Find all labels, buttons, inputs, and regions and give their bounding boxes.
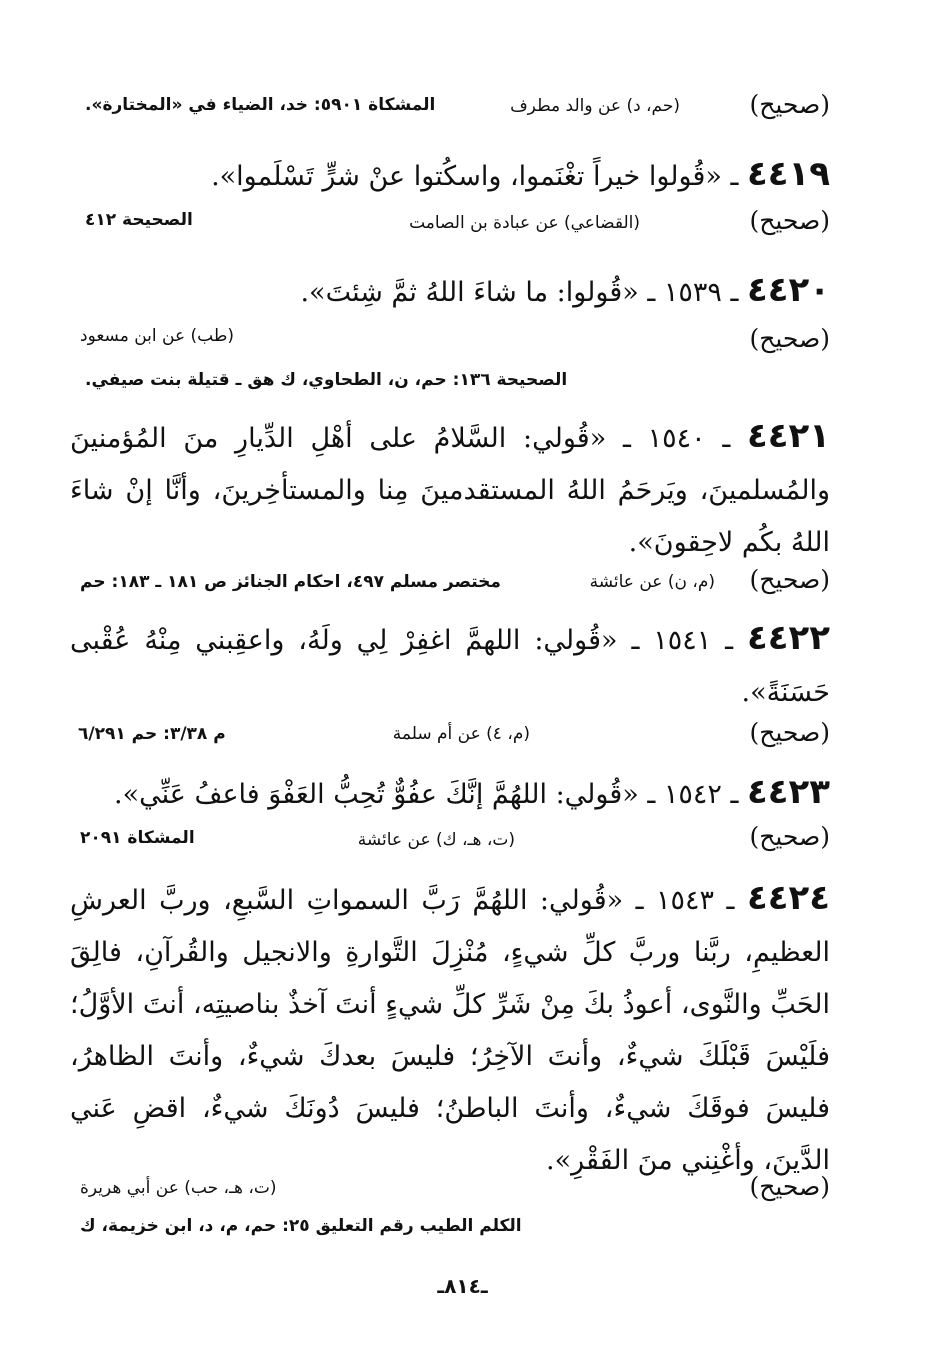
hadith-text: «قُولي: السَّلامُ على أهْلِ الدِّيارِ منَ المُؤمنينَ والمُسلمينَ، ويَرحَمُ اللهُ المستقدمينَ مِنا والمستأخِرينَ، وأنَّا إنْ شاءَ اللهُ بكُم لاحِقونَ». <box>70 423 830 558</box>
hadith-cross-number: ١٥٤٠ ـ <box>622 423 706 454</box>
hadith-text: «قُولوا خيراً تغْنَموا، واسكُتوا عنْ شرٍّ تَسْلَموا». <box>211 161 722 192</box>
hadith-number: ٤٤٢٢ <box>746 618 830 658</box>
source-text: (م، ٤) عن أم سلمة <box>392 724 530 744</box>
hadith-number: ٤٤٢٠ <box>746 270 830 310</box>
reference-text: الصحيحة ١٣٦: حم، ن، الطحاوي، ك هق ـ قتيلة بنت صيفي. <box>85 370 568 390</box>
grade-label: (صحيح) <box>749 718 830 747</box>
hadith-cross-number: ١٥٣٩ ـ <box>647 277 722 308</box>
hadith-number: ٤٤٢٤ <box>746 878 830 918</box>
grade-label: (صحيح) <box>749 1172 830 1201</box>
reference-text: الكلم الطيب رقم التعليق ٢٥: حم، م، د، ابن خزيمة، ك <box>80 1216 522 1236</box>
grade-label: (صحيح) <box>749 324 830 353</box>
hadith-text: «قُولي: اللهُمَّ إنَّكَ عفُوٌّ تُحِبُّ العَفْوَ فاعفُ عَنِّي». <box>114 779 639 810</box>
source-text: (ت، هـ، حب) عن أبي هريرة <box>80 1178 277 1198</box>
grade-label: (صحيح) <box>749 822 830 851</box>
hadith-entry: ٤٤٢٤ ـ ١٥٤٣ ـ «قُولي: اللهُمَّ رَبَّ السمواتِ السَّبعِ، وربَّ العرشِ العظيمِ، ربَّنا وربَّ كلِّ شيءٍ، مُنْزِلَ التَّوارةِ والانجيل والقُرآنِ، فالِقَ الحَبِّ والنَّوى، أعوذُ بكَ مِنْ شَرِّ كلِّ شيءٍ أنتَ آخذٌ بناصيتِه، أنتَ الأوَّلُ؛ فلَيْسَ قَبْلَكَ شيءٌ، وأنتَ الآخِرُ؛ فليسَ بعدكَ شيءٌ، وأنتَ الظاهرُ، فليسَ فوقَكَ شيءٌ، وأنتَ الباطنُ؛ فليسَ دُونَكَ شيءٌ، اقضِ عَني الدَّينَ، وأغْنِني منَ الفَقْرِ». <box>70 878 830 1176</box>
source-text: (حم، د) عن والد مطرف <box>510 96 680 116</box>
source-text: (م، ن) عن عائشة <box>589 572 715 592</box>
reference-text: المشكاة ٢٠٩١ <box>80 828 195 848</box>
hadith-entry: ٤٤٢٢ ـ ١٥٤١ ـ «قُولي: اللهمَّ اغفِرْ لِي ولَهُ، واعقِبني مِنْهُ عُقْبى حَسَنَةً». <box>70 618 830 708</box>
hadith-text: «قُولي: اللهُمَّ رَبَّ السمواتِ السَّبعِ، وربَّ العرشِ العظيمِ، ربَّنا وربَّ كلِّ شيءٍ، مُنْزِلَ التَّوارةِ والانجيل والقُرآنِ، فالِقَ الحَبِّ والنَّوى، أعوذُ بكَ مِنْ شَرِّ كلِّ شيءٍ أنتَ آخذٌ بناصيتِه، أنتَ الأوَّلُ؛ فلَيْسَ قَبْلَكَ شيءٌ، وأنتَ الآخِرُ؛ فليسَ بعدكَ شيءٌ، وأنتَ الظاهرُ، فليسَ فوقَكَ شيءٌ، وأنتَ الباطنُ؛ فليسَ دُونَكَ شيءٌ، اقضِ عَني الدَّينَ، وأغْنِني منَ الفَقْرِ». <box>70 885 830 1176</box>
reference-text: الصحيحة ٤١٢ <box>85 210 193 230</box>
hadith-cross-number: ١٥٤١ ـ <box>631 625 712 656</box>
source-text: (القضاعي) عن عبادة بن الصامت <box>409 213 640 233</box>
reference-text: مختصر مسلم ٤٩٧، احكام الجنائز ص ١٨١ ـ ١٨٣: حم <box>80 572 501 592</box>
grade-label: (صحيح) <box>749 206 830 235</box>
reference-text: م ٣/٣٨: حم ٦/٢٩١ <box>78 724 226 744</box>
page-number: ـ٨١٤ـ <box>437 1274 488 1298</box>
hadith-entry: ٤٤٢٠ ـ ١٥٣٩ ـ «قُولوا: ما شاءَ اللهُ ثمَّ شِئتَ». <box>300 270 830 310</box>
source-text: (ت، هـ، ك) عن عائشة <box>357 830 515 850</box>
hadith-entry: ٤٤٢٣ ـ ١٥٤٢ ـ «قُولي: اللهُمَّ إنَّكَ عفُوٌّ تُحِبُّ العَفْوَ فاعفُ عَنِّي». <box>114 772 830 812</box>
grade-label: (صحيح) <box>749 565 830 594</box>
hadith-entry: ٤٤٢١ ـ ١٥٤٠ ـ «قُولي: السَّلامُ على أهْلِ الدِّيارِ منَ المُؤمنينَ والمُسلمينَ، ويَرحَمُ اللهُ المستقدمينَ مِنا والمستأخِرينَ، وأنَّا إنْ شاءَ اللهُ بكُم لاحِقونَ». <box>70 416 830 558</box>
reference-text: المشكاة ٥٩٠١: خد، الضياء في «المختارة». <box>85 95 436 115</box>
source-text: (طب) عن ابن مسعود <box>80 326 235 346</box>
hadith-entry: ٤٤١٩ ـ «قُولوا خيراً تغْنَموا، واسكُتوا عنْ شرٍّ تَسْلَموا». <box>211 154 830 194</box>
hadith-number: ٤٤٢٣ <box>746 772 830 812</box>
grade-label: (صحيح) <box>749 90 830 119</box>
hadith-cross-number: ١٥٤٣ ـ <box>635 885 715 916</box>
hadith-cross-number: ١٥٤٢ ـ <box>647 779 722 810</box>
hadith-text: «قُولوا: ما شاءَ اللهُ ثمَّ شِئتَ». <box>300 277 639 308</box>
hadith-number: ٤٤١٩ <box>746 154 830 194</box>
hadith-number: ٤٤٢١ <box>746 416 830 456</box>
hadith-text: «قُولي: اللهمَّ اغفِرْ لِي ولَهُ، واعقِبني مِنْهُ عُقْبى حَسَنَةً». <box>70 625 830 708</box>
